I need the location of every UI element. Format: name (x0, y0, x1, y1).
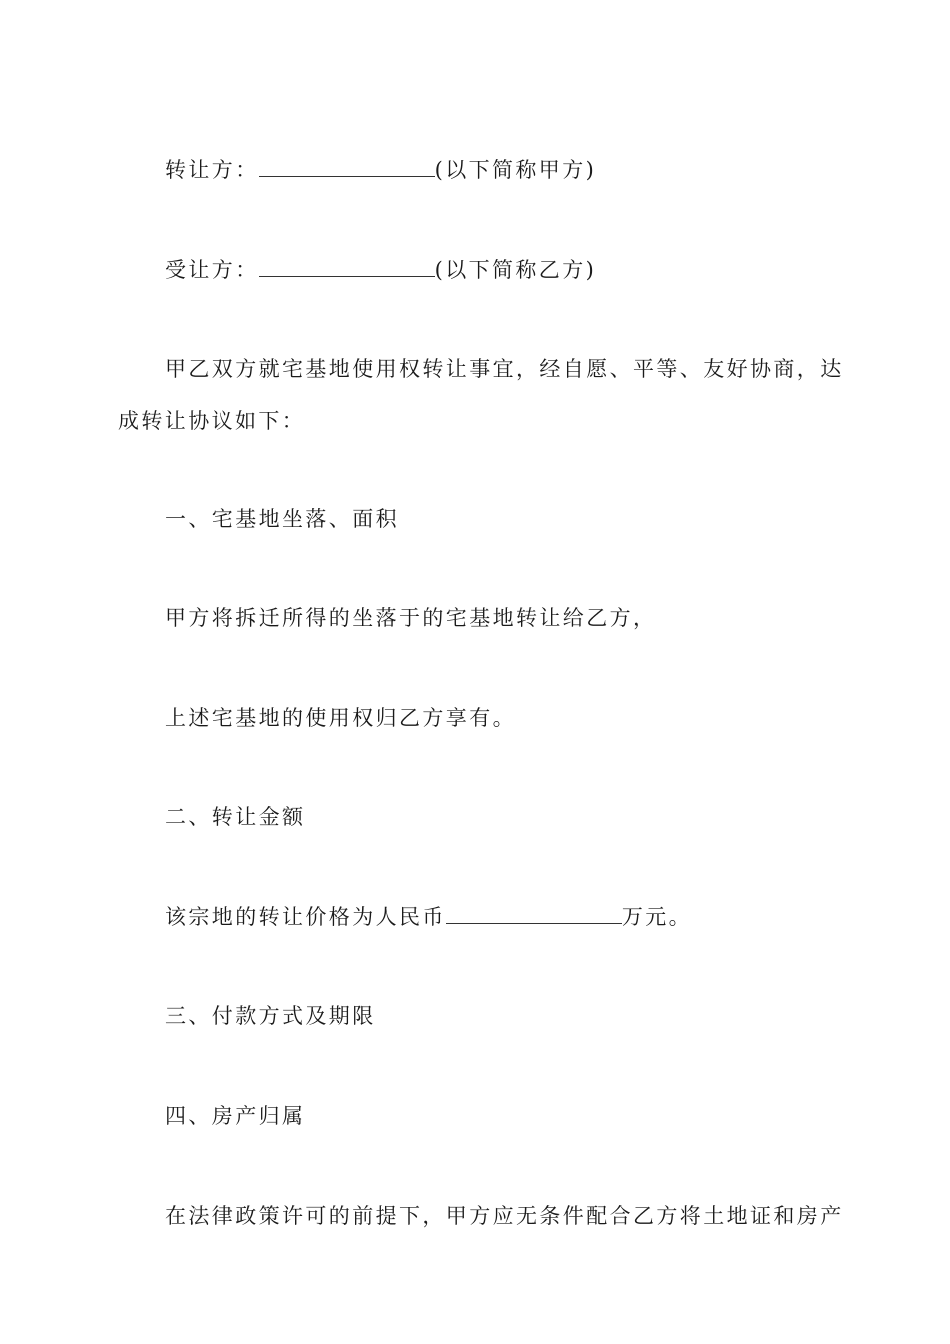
transferee-line (165, 258, 596, 282)
price-prefix: 该宗地的转让价格为人民币 (165, 905, 446, 929)
section2-heading: 二、转让金额 (165, 805, 306, 829)
section1-para-2: 上述宅基地的使用权归乙方享有。 (165, 706, 516, 730)
transferee-label: 受让方： (165, 258, 259, 282)
transferor-label: 转让方： (165, 158, 259, 182)
section1-heading: 一、宅基地坐落、面积 (165, 507, 399, 531)
section4-heading: 四、房产归属 (165, 1104, 306, 1128)
transferor-suffix: (以下简称甲方) (434, 158, 597, 182)
transferor-line (165, 158, 596, 182)
section1-para-1: 甲方将拆迁所得的坐落于的宅基地转让给乙方， (165, 606, 657, 630)
transferee-blank (259, 258, 435, 277)
intro-line-2: 成转让协议如下： (118, 409, 306, 433)
transferor-blank (259, 158, 435, 177)
section4-para-1: 在法律政策许可的前提下，甲方应无条件配合乙方将土地证和房产 (165, 1204, 844, 1228)
section2-price-line (165, 905, 692, 929)
intro-line-1: 甲乙双方就宅基地使用权转让事宜，经自愿、平等、友好协商，达 (165, 357, 844, 381)
price-suffix: 万元。 (621, 905, 693, 929)
transferee-suffix: (以下简称乙方) (434, 258, 597, 282)
section3-heading: 三、付款方式及期限 (165, 1004, 376, 1028)
price-blank (446, 905, 622, 924)
